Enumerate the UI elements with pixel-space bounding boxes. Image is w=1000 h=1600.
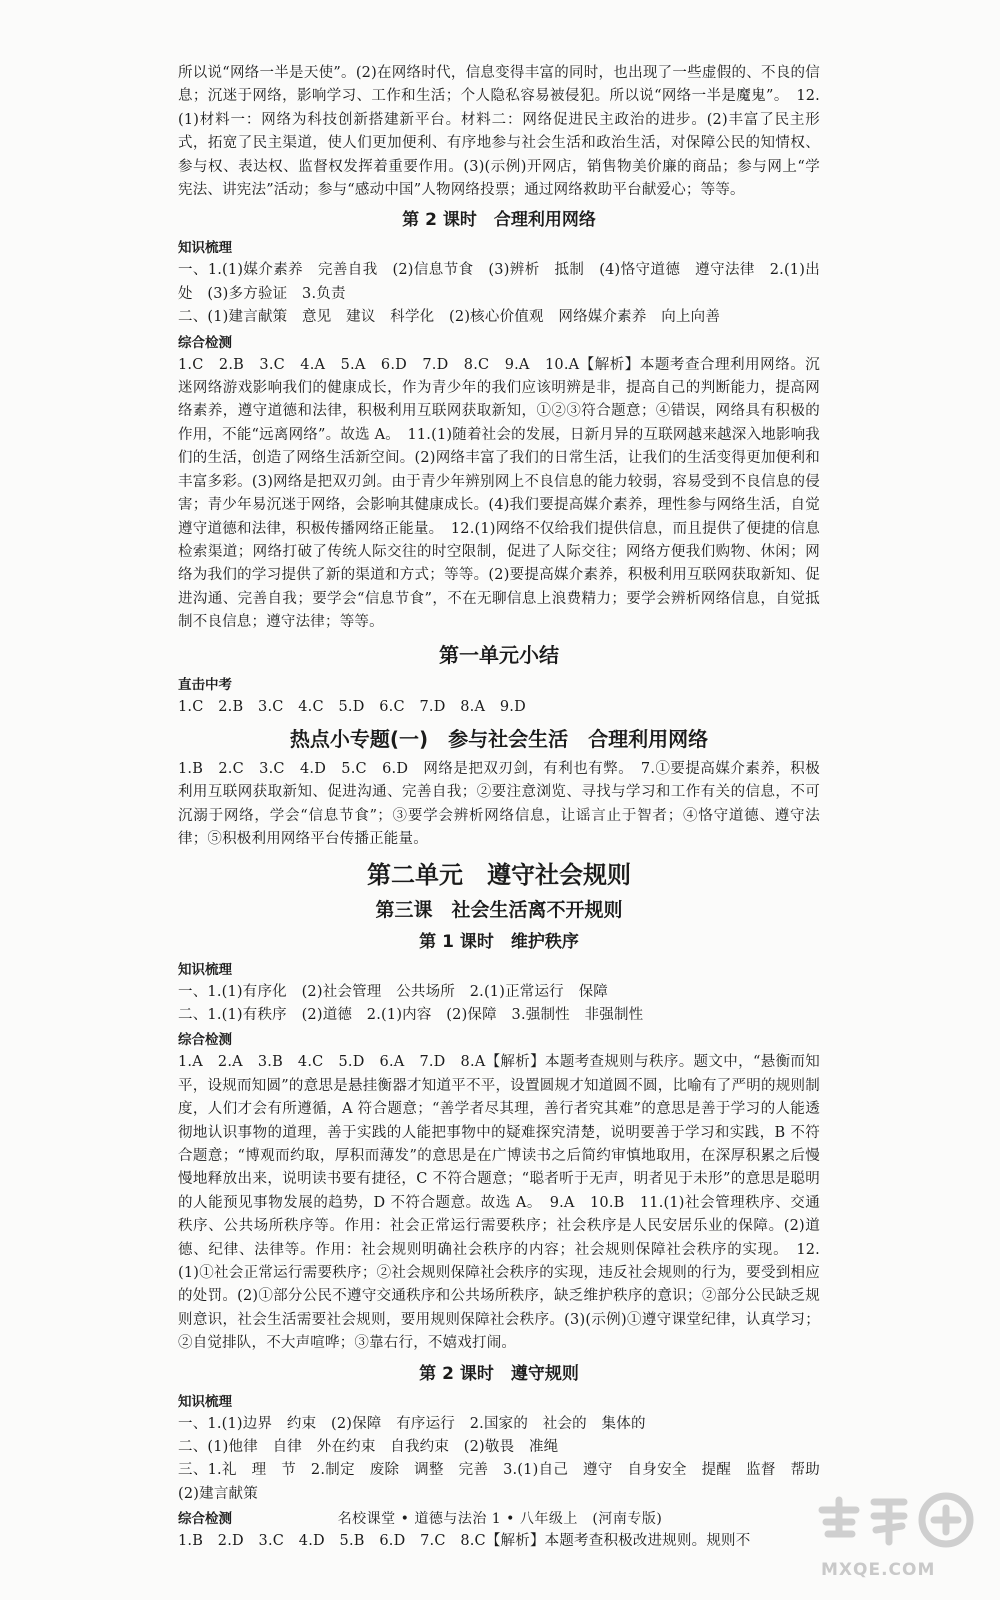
unit-heading: 第二单元 遵守社会规则 [367, 860, 631, 889]
paragraph: 二、(1)他律 自律 外在约束 自我约束 (2)敬畏 准绳 [178, 1439, 559, 1456]
paragraph: 1.C 2.B 3.C 4.A 5.A 6.D 7.D 8.C 9.A 10.A【解析】本题考查合理利用网络。沉迷网络游戏影响我们的健康成长，作为青少年的我们应该明辨是非，提高自己的判断能力，提高网络素养，遵守道德和法律，积极利用互联网获取新知，①②③符合题意；④错误，网络具有积极的作用，不能“远离网络”。故选 A。 11.(1)随着社会的发展，日新月异的互联网越来越深入地影响我们的生活，创造了网络生活新空间。(2)网络丰富了我们的日常生活，让我们的生活变得更加便利和丰富多彩。(3)网络是把双刃剑。由于青少年辨别网上不良信息的能力较弱，容易受到不良信息的侵害；青少年易沉迷于网络，会影响其健康成长。(4)我们要提高媒介素养，理性参与网络生活，自觉遵守道德和法律，积极传播网络正能量。 12.(1)网络不仅给我们提供信息，而且提供了便捷的信息检索渠道；网络打破了传统人际交往的时空限制，促进了人际交往；网络方便我们购物、休闲；网络为我们的学习提供了新的渠道和方式；等等。(2)要提高媒介素养，积极利用互联网获取新知、促进沟通、完善自我；要学会“信息节食”，不在无聊信息上浪费精力；要学会辨析网络信息，自觉抵制不良信息；遵守法律；等等。 [178, 356, 820, 631]
section-label: 综合检测 [178, 1511, 232, 1528]
topic-heading: 热点小专题(一) 参与社会生活 合理利用网络 [289, 726, 709, 751]
lesson-heading: 第 2 课时 合理利用网络 [402, 210, 596, 231]
section-label: 知识梳理 [178, 1393, 232, 1410]
paragraph: 所以说“网络一半是天使”。(2)在网络时代，信息变得丰富的同时，也出现了一些虚假的、不良的信息；沉迷于网络，影响学习、工作和生活；个人隐私容易被侵犯。所以说“网络一半是魔鬼”。 12.(1)材料一：网络为科技创新搭建新平台。材料二：网络促进民主政治的进步。(2)丰富了民主形式，拓宽了民主渠道，使人们更加便利、有序地参与社会生活和政治生活，对保障公民的知情权、参与权、表达权、监督权发挥着重要作用。(3)(示例)开网店，销售物美价廉的商品；参与网上“学宪法、讲宪法”活动；参与“感动中国”人物网络投票；通过网络救助平台献爱心；等等。 [178, 65, 820, 199]
page-footer: 名校课堂 • 道德与法治 1 • 八年级上 (河南专版) [337, 1511, 663, 1527]
section-label: 综合检测 [178, 334, 232, 351]
watermark-text: MXQE.COM [821, 1560, 936, 1580]
section-label: 知识梳理 [178, 961, 232, 978]
paragraph: 1.C 2.B 3.C 4.C 5.D 6.C 7.D 8.A 9.D [178, 698, 526, 715]
unit-summary-heading: 第一单元小结 [439, 642, 559, 667]
course-heading: 第三课 社会生活离不开规则 [375, 898, 623, 921]
paragraph: 三、1.礼 理 节 2.制定 废除 调整 完善 3.(1)自己 遵守 自身安全 提醒 监督 帮助 (2)建言献策 [178, 1462, 835, 1502]
paragraph: 1.B 2.D 3.C 4.D 5.B 6.D 7.C 8.C【解析】本题考查积极改进规则。规则不 [178, 1533, 751, 1550]
paragraph: 1.A 2.A 3.B 4.C 5.D 6.A 7.D 8.A【解析】本题考查规则与秩序。题文中，“悬衡而知平，设规而知圆”的意思是悬挂衡器才知道平不平，设置圆规才知道圆不圆，比喻有了严明的规则制度，人们才会有所遵循，A 符合题意；“善学者尽其理，善行者究其难”的意思是善于学习的人能透彻地认识事物的道理，善于实践的人能把事物中的疑难探究清楚，说明要善于学习和实践，B 不符合题意；“博观而约取，厚积而薄发”的意思是在广博读书之后简约审慎地取用，在深厚积累之后慢慢地释放出来，说明读书要有捷径，C 不符合题意；“聪者听于无声，明者见于未形”的意思是聪明的人能预见事物发展的趋势，D 不符合题意。故选 A。 9.A 10.B 11.(1)社会管理秩序、交通秩序、公共场所秩序等。作用：社会正常运行需要秩序；社会秩序是人民安居乐业的保障。(2)道德、纪律、法律等。作用：社会规则明确社会秩序的内容；社会规则保障社会秩序的实现。 12.(1)①社会正常运行需要秩序；②社会规则保障社会秩序的实现，违反社会规则的行为，要受到相应的处罚。(2)①部分公民不遵守交通秩序和公共场所秩序，缺乏维护秩序的意识；②部分公民缺乏规则意识，社会生活需要社会规则，要用规则保障社会秩序。(3)(示例)①遵守课堂纪律，认真学习；②自觉排队，不大声喧哗；③靠右行，不嬉戏打闹。 [178, 1054, 820, 1352]
answer-page [178, 62, 835, 1554]
paragraph: 二、(1)建言献策 意见 建议 科学化 (2)核心价值观 网络媒介素养 向上向善 [178, 309, 721, 326]
paragraph: 二、1.(1)有秩序 (2)道德 2.(1)内容 (2)保障 3.强制性 非强制性 [178, 1006, 644, 1023]
lesson-heading: 第 1 课时 维护秩序 [419, 931, 579, 952]
paragraph: 一、1.(1)边界 约束 (2)保障 有序运行 2.国家的 社会的 集体的 [178, 1415, 646, 1432]
section-label: 知识梳理 [178, 240, 232, 257]
section-label: 直击中考 [178, 676, 232, 693]
paragraph: 一、1.(1)媒介素养 完善自我 (2)信息节食 (3)辨析 抵制 (4)恪守道德 遵守法律 2.(1)出处 (3)多方验证 3.负责 [178, 262, 820, 302]
section-label: 综合检测 [178, 1032, 232, 1049]
paragraph: 一、1.(1)有序化 (2)社会管理 公共场所 2.(1)正常运行 保障 [178, 983, 608, 1000]
lesson-heading: 第 2 课时 遵守规则 [419, 1363, 579, 1384]
paragraph: 1.B 2.C 3.C 4.D 5.C 6.D 网络是把双刃剑，有利也有弊。 7.①要提高媒介素养，积极利用互联网获取新知、促进沟通、完善自我；②要注意浏览、寻找与学习和工作有关的信息，不可沉溺于网络，学会“信息节食”；③要学会辨析网络信息，让谣言止于智者；④恪守道德、遵守法律；⑤积极利用网络平台传播正能量。 [178, 760, 820, 848]
